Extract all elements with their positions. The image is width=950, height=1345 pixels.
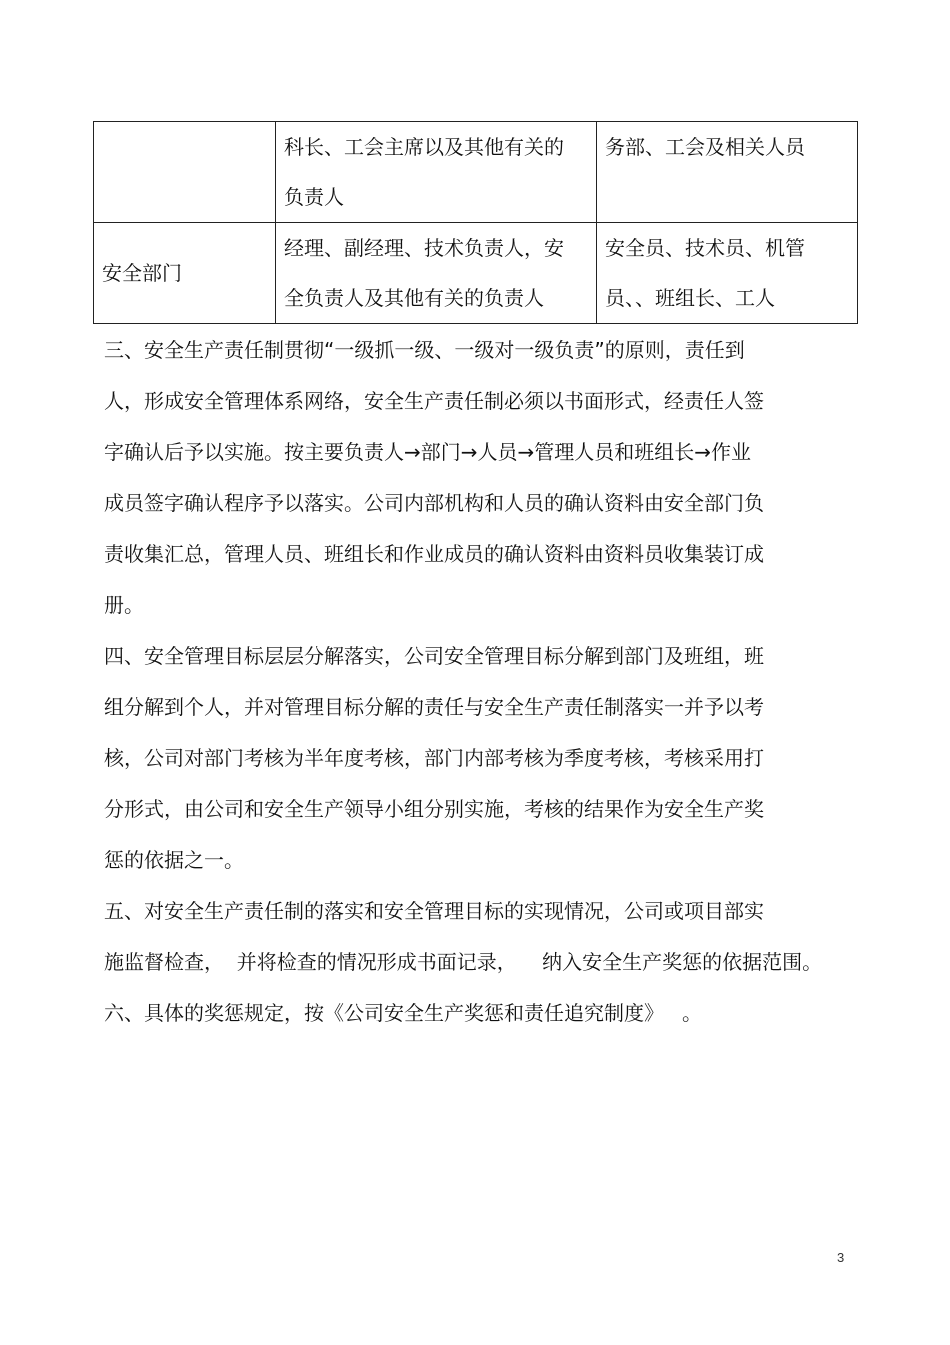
paragraph-line: 人，形成安全管理体系网络，安全生产责任制必须以书面形式，经责任人签	[104, 389, 764, 413]
cell-text: 务部、工会及相关人员	[605, 135, 805, 159]
page-number: 3	[837, 1250, 845, 1265]
table-cell-signer	[276, 223, 597, 324]
table-row	[94, 122, 858, 223]
cell-text: 安全员、技术员、机管	[605, 236, 805, 260]
paragraph-end-mark: 。	[682, 1001, 702, 1025]
paragraph-4	[104, 631, 844, 886]
paragraph-6	[104, 988, 844, 1039]
paragraph-line: 核，公司对部门考核为半年度考核，部门内部考核为季度考核，考核采用打	[104, 746, 764, 770]
table-cell-counterparty	[597, 122, 858, 223]
cell-text: 科长、工会主席以及其他有关的	[284, 135, 564, 159]
cell-text: 经理、副经理、技术负责人，安	[284, 236, 564, 260]
paragraph-3	[104, 325, 844, 631]
responsibility-table	[93, 121, 858, 324]
table-cell-department	[94, 122, 276, 223]
table-cell-department	[94, 223, 276, 324]
table-row	[94, 223, 858, 324]
paragraph-line: 分形式，由公司和安全生产领导小组分别实施，考核的结果作为安全生产奖	[104, 797, 764, 821]
document-body	[104, 325, 844, 1039]
table-cell-signer	[276, 122, 597, 223]
paragraph-5	[104, 886, 844, 988]
paragraph-line	[104, 988, 844, 1039]
paragraph-line: 施监督检查， 并将检查的情况形成书面记录， 纳入安全生产奖惩的依据范围。	[104, 950, 823, 974]
paragraph-text: 六、具体的奖惩规定，按《公司安全生产奖惩和责任追究制度》	[104, 1001, 654, 1025]
cell-text: 安全部门	[102, 261, 182, 285]
paragraph-line: 惩的依据之一。	[104, 848, 244, 872]
cell-text: 全负责人及其他有关的负责人	[284, 286, 544, 310]
paragraph-line: 成员签字确认程序予以落实。公司内部机构和人员的确认资料由安全部门负	[104, 491, 764, 515]
paragraph-line: 字确认后予以实施。按主要负责人→部门→人员→管理人员和班组长→作业	[104, 440, 752, 464]
paragraph-line: 责收集汇总，管理人员、班组长和作业成员的确认资料由资料员收集装订成	[104, 542, 764, 566]
paragraph-line: 三、安全生产责任制贯彻“一级抓一级、一级对一级负责”的原则，责任到	[104, 338, 745, 362]
paragraph-line: 组分解到个人，并对管理目标分解的责任与安全生产责任制落实一并予以考	[104, 695, 764, 719]
cell-text: 负责人	[284, 185, 344, 209]
cell-text: 员、、班组长、工人	[605, 286, 775, 310]
table-cell-counterparty	[597, 223, 858, 324]
paragraph-line: 五、对安全生产责任制的落实和安全管理目标的实现情况，公司或项目部实	[104, 899, 764, 923]
paragraph-line: 册。	[104, 593, 144, 617]
paragraph-line: 四、安全管理目标层层分解落实，公司安全管理目标分解到部门及班组，班	[104, 644, 764, 668]
